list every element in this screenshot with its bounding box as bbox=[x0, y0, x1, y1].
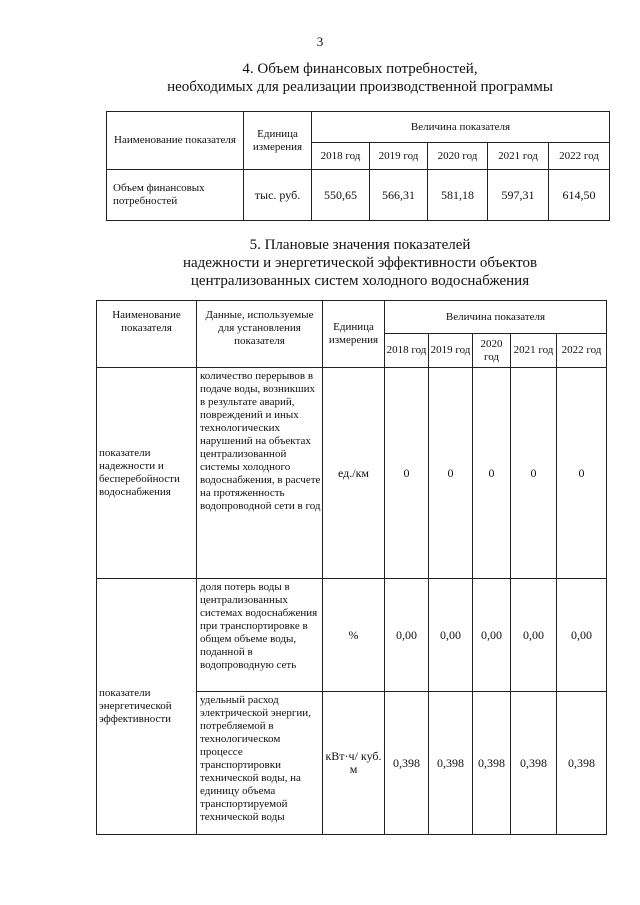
value-cell: 0,00 bbox=[429, 579, 473, 692]
section5-title-line2: надежности и энергетической эффективности объектов bbox=[182, 255, 538, 271]
section4-title-line1: 4. Объем финансовых потребностей, bbox=[242, 61, 478, 77]
column-header-source: Данные, используемые для установления показателя bbox=[197, 301, 323, 368]
section4-title-line2: необходимых для реализации производственной программы bbox=[167, 79, 553, 95]
column-header-name: Наименование показателя bbox=[107, 112, 244, 170]
section4-title bbox=[120, 60, 600, 96]
value-cell: 0,00 bbox=[557, 579, 607, 692]
value-cell: 597,31 bbox=[488, 170, 549, 221]
value-cell: 0,00 bbox=[385, 579, 429, 692]
year-header: 2022 год bbox=[557, 334, 607, 368]
year-header: 2020 год bbox=[473, 334, 511, 368]
year-header: 2019 год bbox=[370, 143, 428, 170]
unit-cell: кВт·ч/ куб. м bbox=[323, 692, 385, 835]
unit-cell: % bbox=[323, 579, 385, 692]
section5-title-line3: централизованных систем холодного водоснабжения bbox=[190, 273, 530, 289]
year-header: 2021 год bbox=[511, 334, 557, 368]
year-header: 2019 год bbox=[429, 334, 473, 368]
year-header: 2020 год bbox=[428, 143, 488, 170]
year-header: 2018 год bbox=[385, 334, 429, 368]
column-header-name: Наименование показателя bbox=[97, 301, 197, 368]
year-header: 2018 год bbox=[312, 143, 370, 170]
value-cell: 550,65 bbox=[312, 170, 370, 221]
column-header-unit: Единица измерения bbox=[323, 301, 385, 368]
value-cell: 0,00 bbox=[511, 579, 557, 692]
year-header: 2022 год bbox=[549, 143, 610, 170]
column-header-value: Величина показателя bbox=[312, 112, 610, 143]
value-cell: 0 bbox=[511, 368, 557, 579]
table-header-row bbox=[97, 301, 607, 334]
value-cell: 581,18 bbox=[428, 170, 488, 221]
group-reliability: показатели надежности и бесперебойности водоснабжения bbox=[97, 368, 197, 579]
indicator-name: Объем финансовых потребностей bbox=[107, 170, 244, 221]
value-cell: 566,31 bbox=[370, 170, 428, 221]
value-cell: 0,398 bbox=[473, 692, 511, 835]
value-cell: 614,50 bbox=[549, 170, 610, 221]
column-header-value: Величина показателя bbox=[385, 301, 607, 334]
value-cell: 0,398 bbox=[385, 692, 429, 835]
section5-title bbox=[120, 236, 600, 290]
column-header-unit: Единица измерения bbox=[244, 112, 312, 170]
table-row bbox=[97, 579, 607, 692]
table-row bbox=[97, 368, 607, 579]
value-cell: 0,398 bbox=[429, 692, 473, 835]
source-cell: удельный расход электрической энергии, потребляемой в технологическом процессе транспортировки технической воды, на единицу объема транспортируемой технической воды bbox=[197, 692, 323, 835]
unit-cell: ед./км bbox=[323, 368, 385, 579]
value-cell: 0 bbox=[429, 368, 473, 579]
value-cell: 0,398 bbox=[557, 692, 607, 835]
table-row bbox=[107, 170, 610, 221]
value-cell: 0 bbox=[557, 368, 607, 579]
table-header-row bbox=[107, 112, 610, 143]
page-number: 3 bbox=[316, 34, 324, 49]
section5-title-line1: 5. Плановые значения показателей bbox=[249, 237, 471, 253]
source-cell: доля потерь воды в централизованных системах водоснабжения при транспортировке в общем объеме воды, поданной в водопроводную сеть bbox=[197, 579, 323, 692]
unit-cell: тыс. руб. bbox=[244, 170, 312, 221]
value-cell: 0 bbox=[385, 368, 429, 579]
value-cell: 0,00 bbox=[473, 579, 511, 692]
indicators-table bbox=[96, 300, 607, 835]
value-cell: 0 bbox=[473, 368, 511, 579]
financial-needs-table bbox=[106, 111, 610, 221]
value-cell: 0,398 bbox=[511, 692, 557, 835]
source-cell: количество перерывов в подаче воды, возникших в результате аварий, повреждений и иных технологических нарушений на объектах централизованной системы холодного водоснабжения, в расчете на протяженность водопроводной сети в год bbox=[197, 368, 323, 579]
year-header: 2021 год bbox=[488, 143, 549, 170]
group-energy: показатели энергетической эффективности bbox=[97, 579, 197, 835]
